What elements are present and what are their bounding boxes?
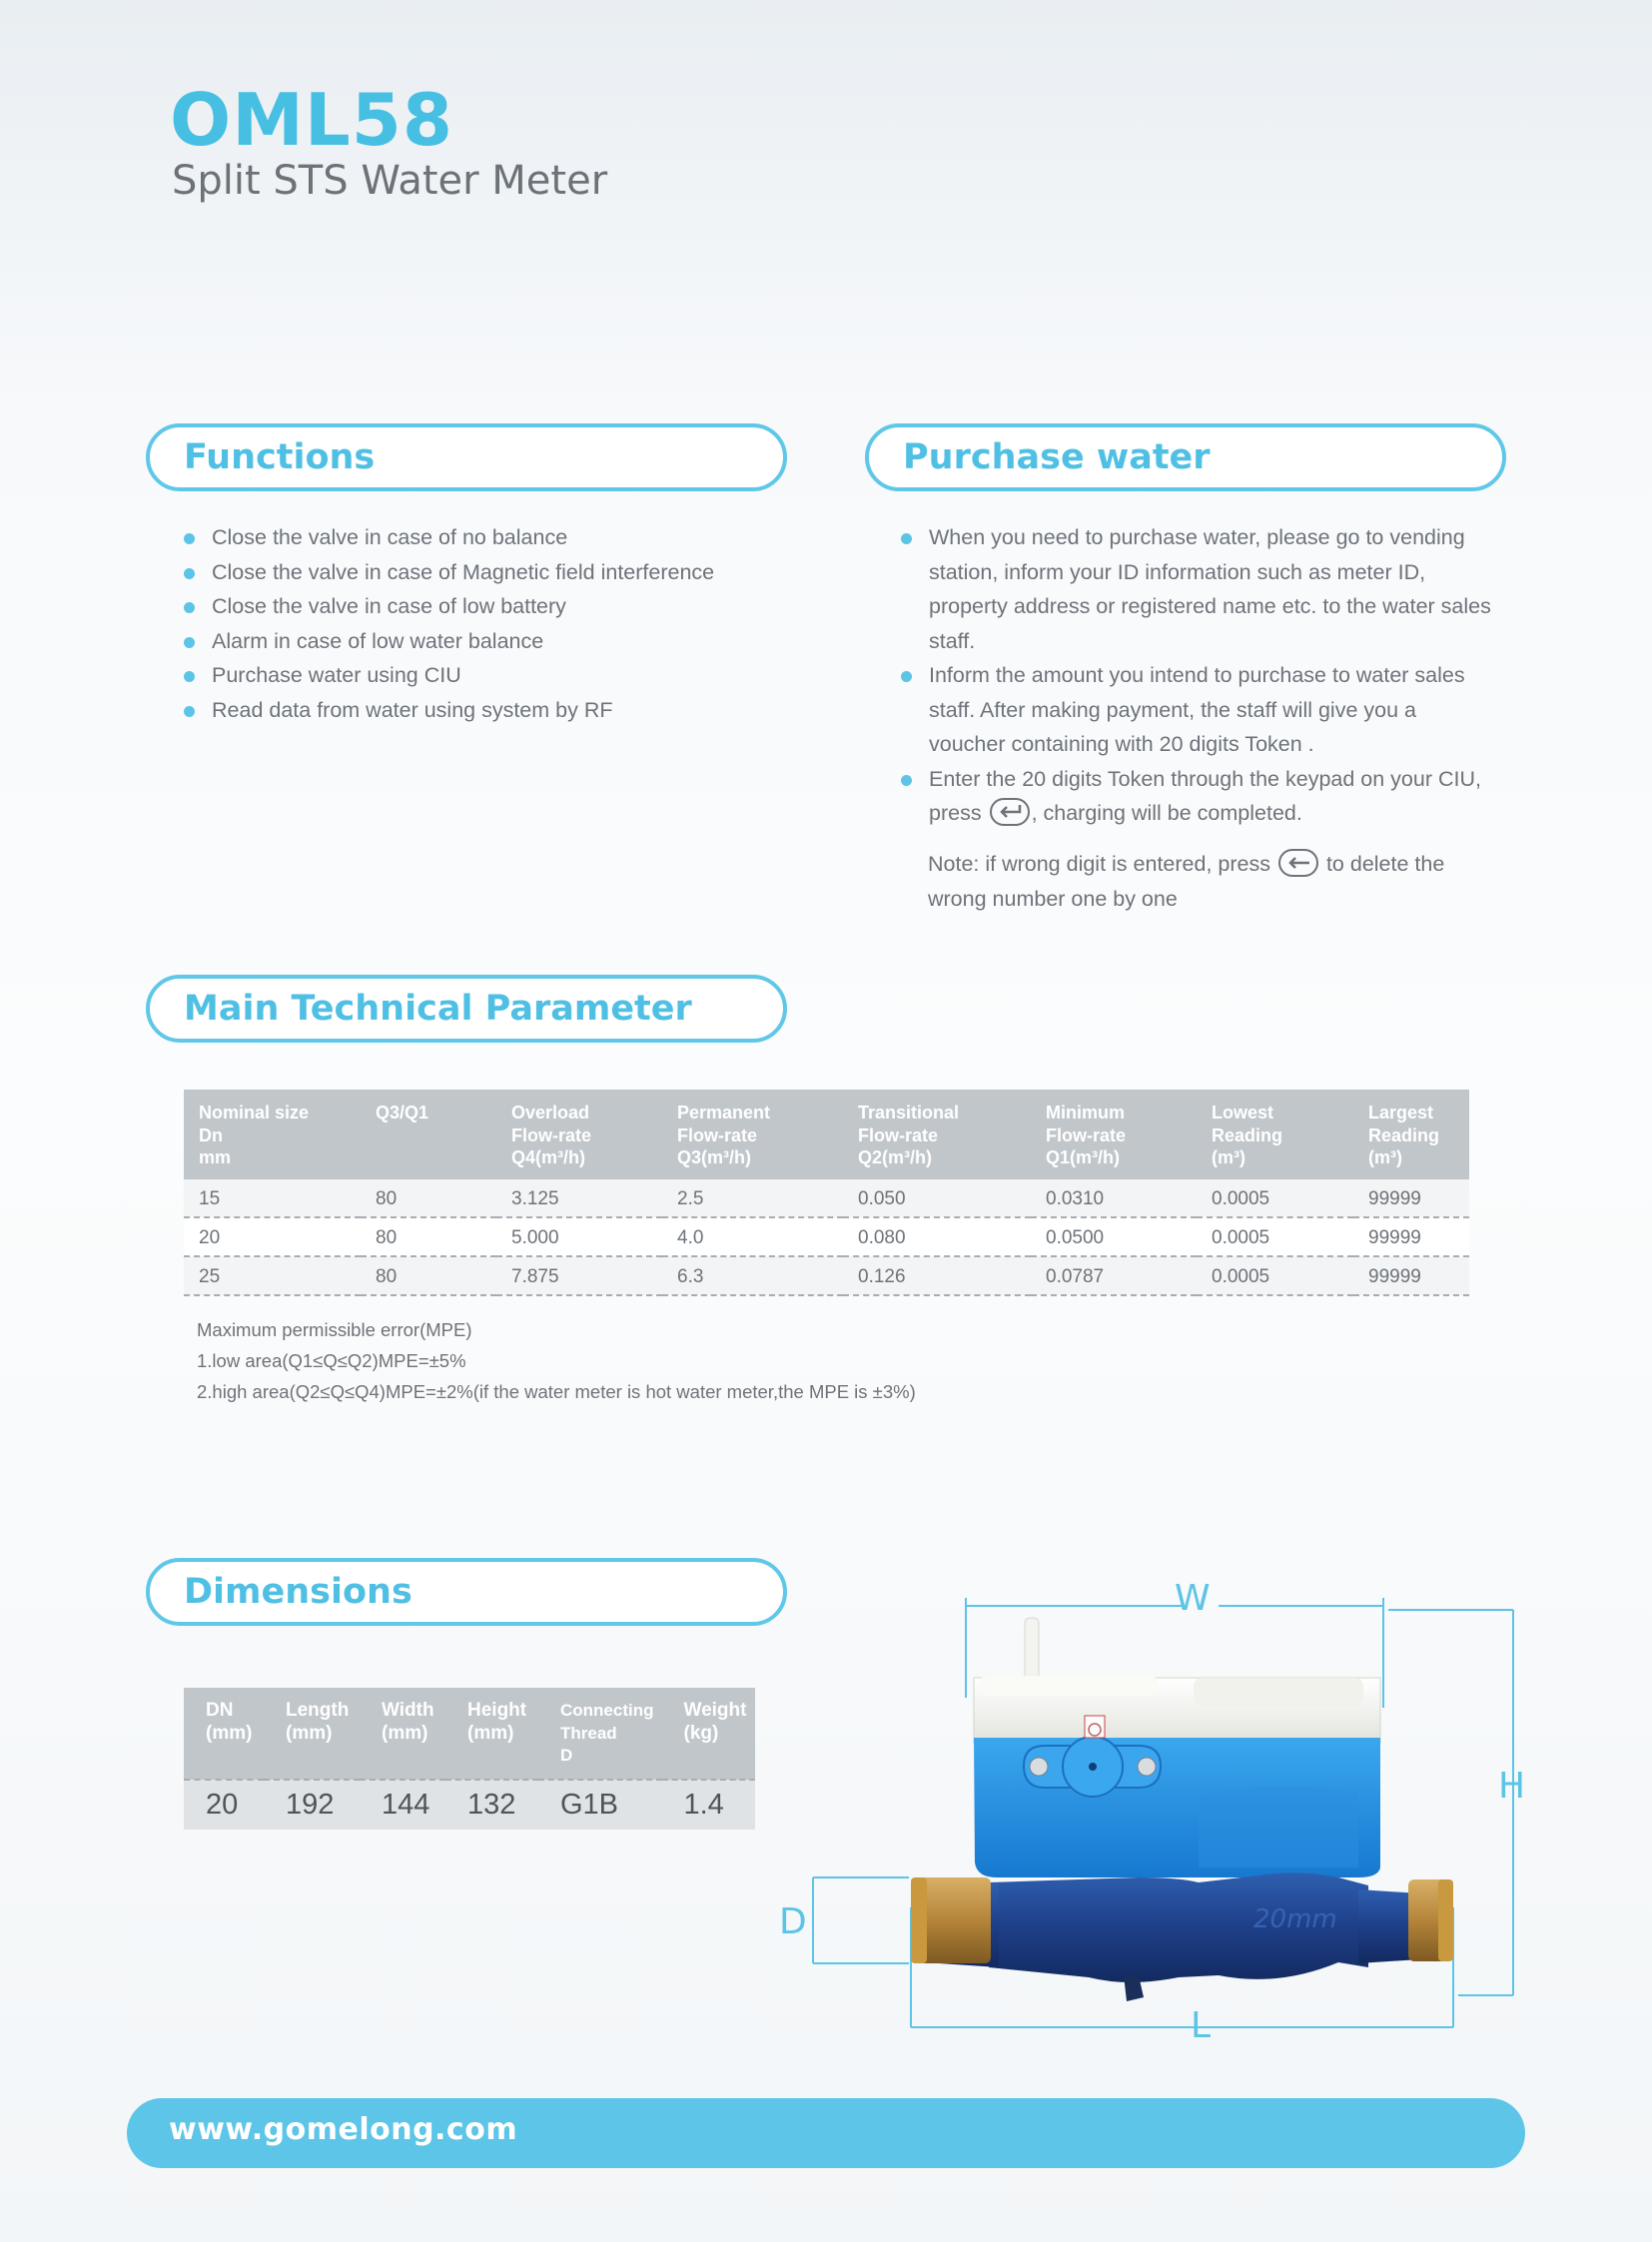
column-header-largest-reading: Largest Reading (m³) bbox=[1353, 1090, 1469, 1179]
mpe-high-area: 2.high area(Q2≤Q≤Q4)MPE=±2%(if the water meter is hot water meter,the MPE is ±3%) bbox=[197, 1381, 916, 1402]
water-meter-dimension-drawing bbox=[779, 1578, 1558, 2057]
column-header-dn: DN (mm) bbox=[184, 1688, 264, 1780]
table-cell: 2.5 bbox=[662, 1179, 843, 1217]
table-cell: 4.0 bbox=[662, 1217, 843, 1256]
table-cell: 99999 bbox=[1353, 1179, 1469, 1217]
parameter-table-header-row bbox=[184, 1090, 1469, 1179]
table-cell: 192 bbox=[264, 1780, 360, 1830]
functions-list bbox=[182, 520, 801, 727]
column-header-connecting-thread: Connecting Thread D bbox=[538, 1688, 662, 1780]
dimensions-title: Dimensions bbox=[184, 1572, 413, 1612]
table-cell: 99999 bbox=[1353, 1217, 1469, 1256]
purchase-step-text: , charging will be completed. bbox=[1031, 801, 1302, 825]
table-cell: 0.0787 bbox=[1031, 1256, 1197, 1295]
column-header-permanent-flow: Permanent Flow-rate Q3(m³/h) bbox=[662, 1090, 843, 1179]
column-header-height: Height (mm) bbox=[445, 1688, 538, 1780]
functions-item: Purchase water using CIU bbox=[182, 658, 801, 693]
website-link[interactable]: www.gomelong.com bbox=[169, 2112, 518, 2147]
dimensions-section-header bbox=[146, 1558, 787, 1626]
table-cell: 5.000 bbox=[496, 1217, 662, 1256]
table-cell: 1.4 bbox=[662, 1780, 756, 1830]
table-cell: 0.0005 bbox=[1197, 1217, 1353, 1256]
backspace-key-icon bbox=[1278, 849, 1318, 877]
purchase-step-text: Enter the 20 digits Token through the keypad on your CIU, press bbox=[929, 766, 1481, 825]
purchase-note bbox=[928, 847, 1487, 916]
purchase-step bbox=[899, 762, 1498, 831]
table-cell: 6.3 bbox=[662, 1256, 843, 1295]
dimensions-table-header-row bbox=[184, 1688, 755, 1780]
functions-item: Close the valve in case of no balance bbox=[182, 520, 801, 555]
parameter-section-header bbox=[146, 975, 787, 1043]
column-header-minimum-flow: Minimum Flow-rate Q1(m³/h) bbox=[1031, 1090, 1197, 1179]
functions-item: Alarm in case of low water balance bbox=[182, 624, 801, 659]
table-cell: 80 bbox=[361, 1217, 496, 1256]
product-subtitle: Split STS Water Meter bbox=[172, 158, 608, 204]
product-model-title: OML58 bbox=[170, 78, 453, 162]
table-cell: 20 bbox=[184, 1217, 361, 1256]
functions-section-header bbox=[146, 423, 787, 491]
mpe-low-area: 1.low area(Q1≤Q≤Q2)MPE=±5% bbox=[197, 1350, 466, 1371]
dimension-label-length: L bbox=[1191, 2005, 1212, 2046]
dimension-label-height: H bbox=[1498, 1766, 1526, 1807]
table-cell: 3.125 bbox=[496, 1179, 662, 1217]
purchase-steps-list bbox=[899, 520, 1498, 831]
table-cell: 132 bbox=[445, 1780, 538, 1830]
table-cell: 15 bbox=[184, 1179, 361, 1217]
parameter-title: Main Technical Parameter bbox=[184, 989, 692, 1029]
table-row bbox=[184, 1256, 1469, 1295]
column-header-length: Length (mm) bbox=[264, 1688, 360, 1780]
functions-item: Close the valve in case of low battery bbox=[182, 589, 801, 624]
purchase-step: When you need to purchase water, please go to vending station, inform your ID information such as meter ID, property address or registered name etc. to the water sales staff. bbox=[899, 520, 1498, 658]
table-row bbox=[184, 1780, 755, 1830]
footer-bar bbox=[127, 2098, 1525, 2168]
table-cell: 25 bbox=[184, 1256, 361, 1295]
parameter-table bbox=[184, 1090, 1469, 1296]
column-header-nominal-size: Nominal size Dn mm bbox=[184, 1090, 361, 1179]
column-header-width: Width (mm) bbox=[360, 1688, 445, 1780]
dimension-label-width: W bbox=[1175, 1578, 1211, 1619]
purchase-step: Inform the amount you intend to purchase to water sales staff. After making payment, the staff will give you a voucher containing with 20 digits Token . bbox=[899, 658, 1498, 762]
mpe-notes bbox=[197, 1314, 916, 1407]
table-cell: 80 bbox=[361, 1179, 496, 1217]
table-cell: G1B bbox=[538, 1780, 662, 1830]
table-cell: 144 bbox=[360, 1780, 445, 1830]
dimensions-table bbox=[184, 1688, 755, 1830]
purchase-title: Purchase water bbox=[903, 437, 1211, 477]
column-header-weight: Weight (kg) bbox=[662, 1688, 756, 1780]
table-cell: 0.050 bbox=[843, 1179, 1031, 1217]
water-meter-illustration bbox=[799, 1578, 1558, 2057]
functions-item: Read data from water using system by RF bbox=[182, 693, 801, 728]
mpe-title: Maximum permissible error(MPE) bbox=[197, 1319, 472, 1340]
column-header-lowest-reading: Lowest Reading (m³) bbox=[1197, 1090, 1353, 1179]
note-text: Note: if wrong digit is entered, press bbox=[928, 852, 1270, 876]
table-cell: 80 bbox=[361, 1256, 496, 1295]
functions-item: Close the valve in case of Magnetic field interference bbox=[182, 555, 801, 590]
table-cell: 0.080 bbox=[843, 1217, 1031, 1256]
table-cell: 0.0005 bbox=[1197, 1179, 1353, 1217]
table-cell: 99999 bbox=[1353, 1256, 1469, 1295]
table-row bbox=[184, 1179, 1469, 1217]
table-cell: 0.126 bbox=[843, 1256, 1031, 1295]
svg-text:20mm: 20mm bbox=[1253, 1904, 1337, 1934]
note-text: to delete the wrong number one by one bbox=[928, 852, 1445, 911]
column-header-q3-q1: Q3/Q1 bbox=[361, 1090, 496, 1179]
purchase-section-header bbox=[865, 423, 1506, 491]
column-header-overload-flow: Overload Flow-rate Q4(m³/h) bbox=[496, 1090, 662, 1179]
table-row bbox=[184, 1217, 1469, 1256]
table-cell: 0.0310 bbox=[1031, 1179, 1197, 1217]
enter-key-icon bbox=[990, 798, 1030, 826]
dimension-label-diameter: D bbox=[779, 1901, 807, 1942]
table-cell: 0.0500 bbox=[1031, 1217, 1197, 1256]
table-cell: 7.875 bbox=[496, 1256, 662, 1295]
column-header-transitional-flow: Transitional Flow-rate Q2(m³/h) bbox=[843, 1090, 1031, 1179]
functions-title: Functions bbox=[184, 437, 376, 477]
table-cell: 20 bbox=[184, 1780, 264, 1830]
table-cell: 0.0005 bbox=[1197, 1256, 1353, 1295]
